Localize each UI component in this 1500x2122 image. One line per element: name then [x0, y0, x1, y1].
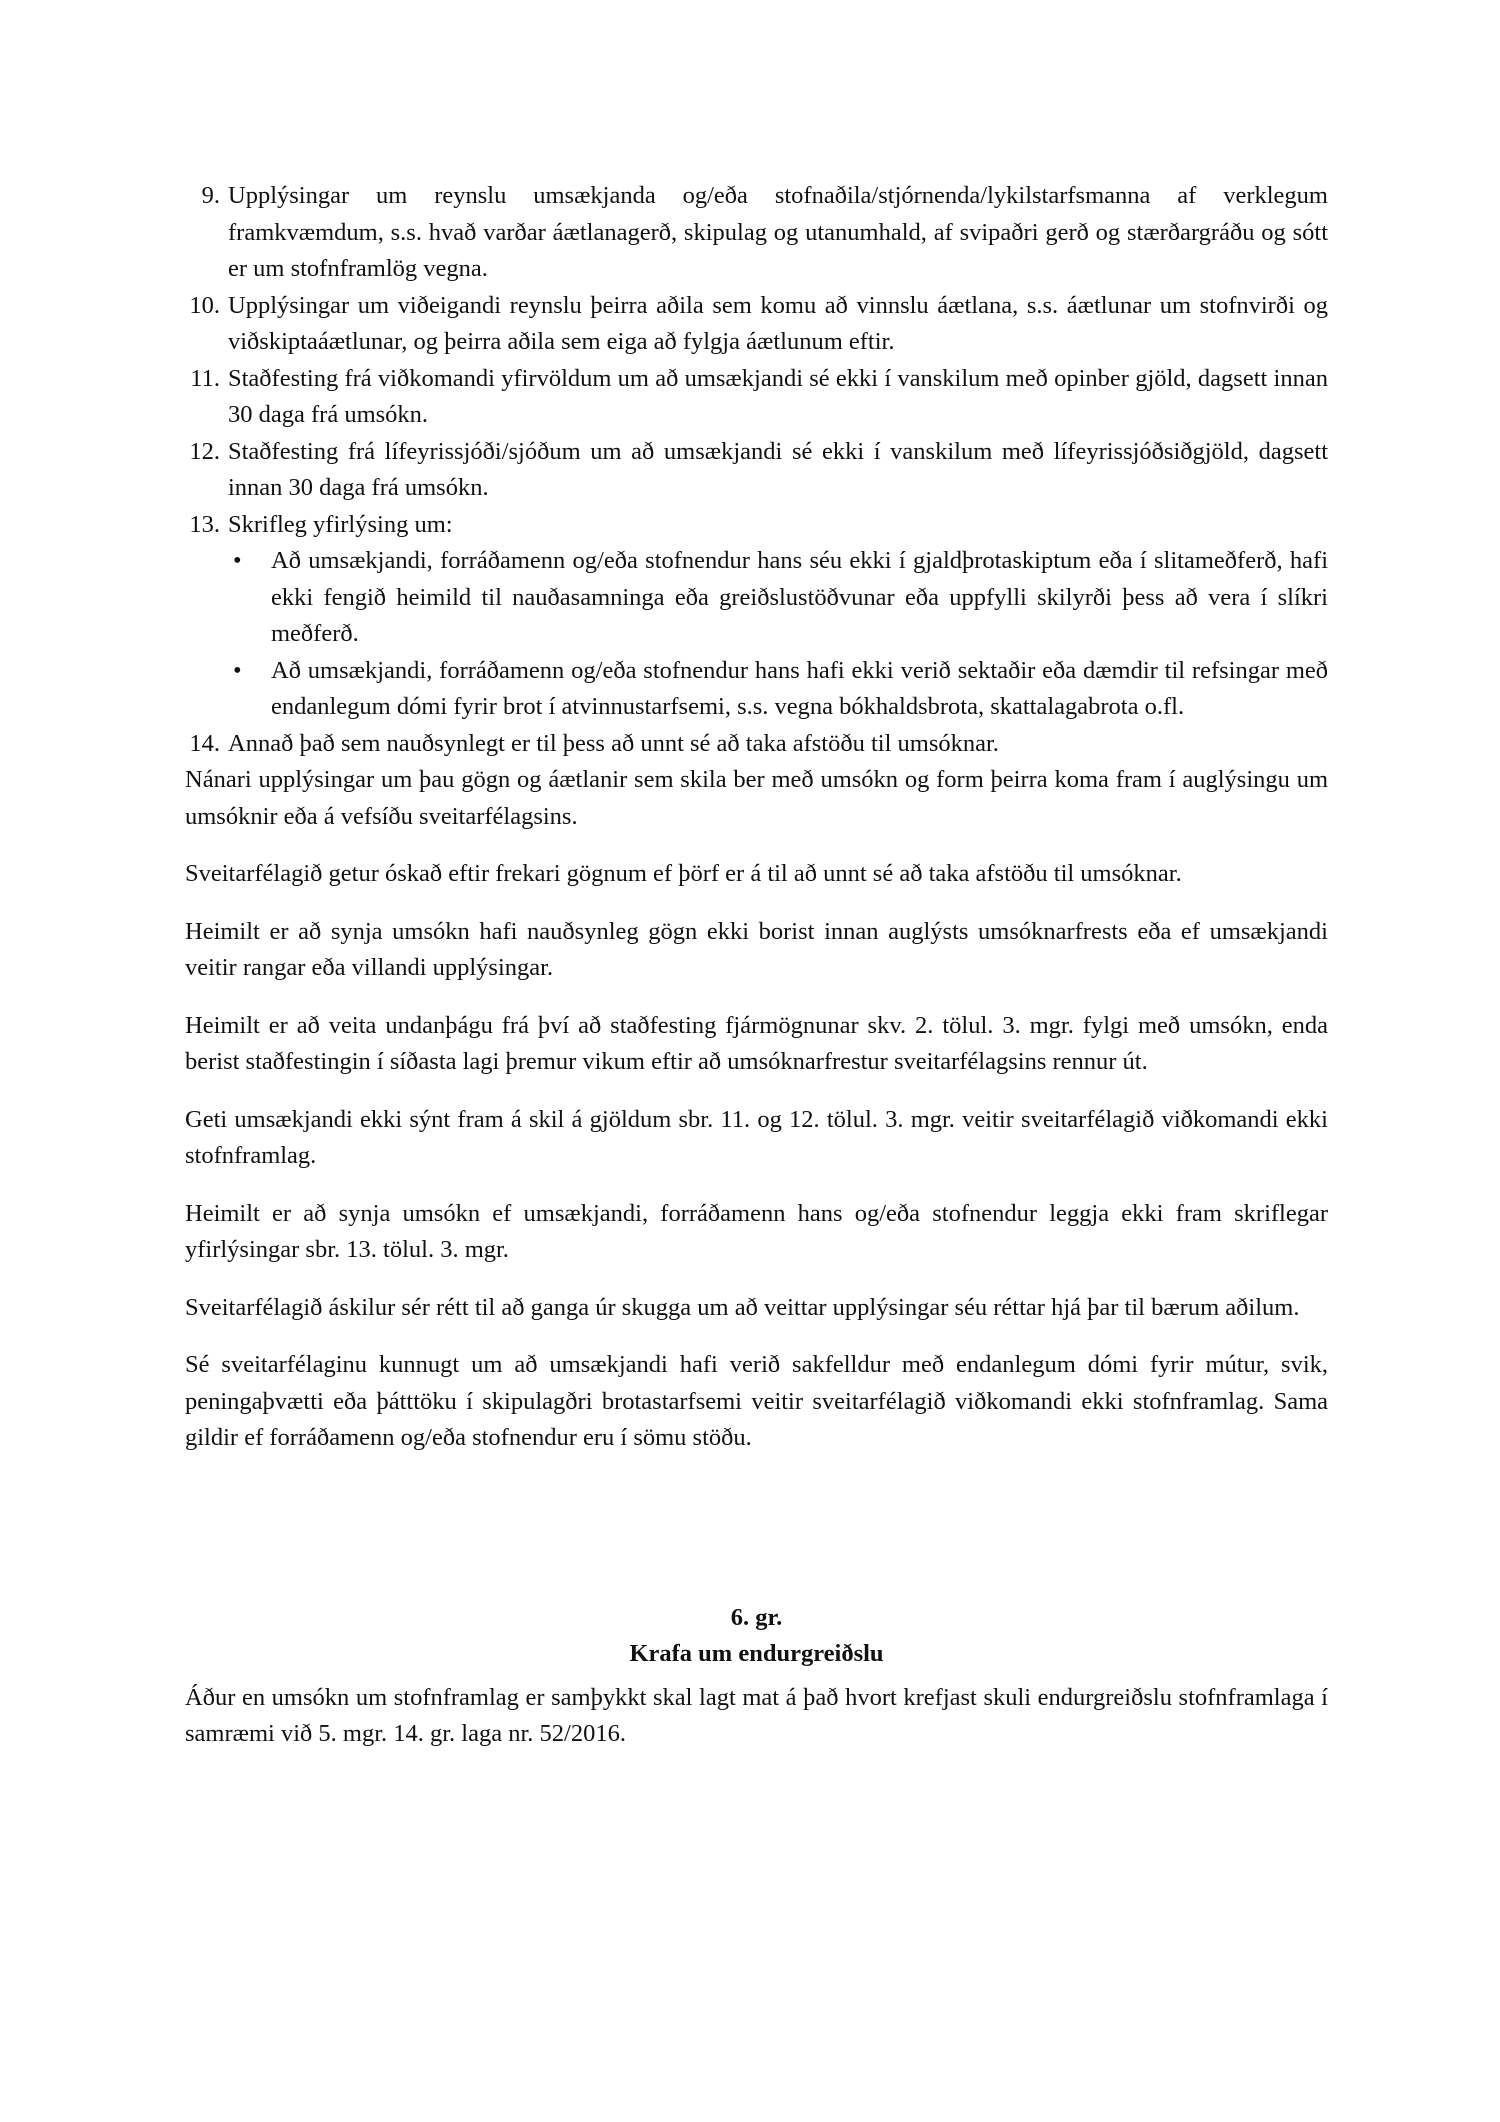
paragraph: Heimilt er að synja umsókn ef umsækjandi, forráðamenn hans og/eða stofnendur leggja ekki fram skriflegar yfirlýsingar sbr. 13. tölul. 3. mgr. — [185, 1199, 1328, 1263]
list-item-10 — [185, 288, 1328, 361]
list-item-11 — [185, 361, 1328, 434]
list-item-number: 11. — [190, 364, 220, 392]
numbered-list — [185, 178, 1328, 762]
list-item-content — [228, 507, 1328, 726]
paragraph: Geti umsækjandi ekki sýnt fram á skil á gjöldum sbr. 11. og 12. tölul. 3. mgr. veitir sveitarfélagið viðkomandi ekki stofnframlag. — [185, 1105, 1328, 1169]
list-item-number: 12. — [189, 437, 220, 465]
list-item-9 — [185, 178, 1328, 288]
document-page — [185, 178, 1328, 1774]
section-body-paragraph: Áður en umsókn um stofnframlag er samþykkt skal lagt mat á það hvort krefjast skuli endurgreiðslu stofnframlaga í samræmi við 5. mgr. 14. gr. laga nr. 52/2016. — [185, 1683, 1328, 1747]
bullet-item — [228, 543, 1328, 653]
list-item-13 — [185, 507, 1328, 726]
list-item-12 — [185, 434, 1328, 507]
list-item-text: Staðfesting frá viðkomandi yfirvöldum um að umsækjandi sé ekki í vanskilum með opinber gjöld, dagsett innan 30 daga frá umsókn. — [228, 364, 1328, 428]
bullet-list — [228, 543, 1328, 726]
bullet-text: Að umsækjandi, forráðamenn og/eða stofnendur hans hafi ekki verið sektaðir eða dæmdir til refsingar með endanlegum dómi fyrir brot í atvinnustarfsemi, s.s. vegna bókhaldsbrota, skattalagabrota o.fl. — [271, 656, 1328, 720]
list-item-number: 14. — [189, 729, 220, 757]
list-item-text: Upplýsingar um viðeigandi reynslu þeirra aðila sem komu að vinnslu áætlana, s.s. áætlunar um stofnvirði og viðskiptaáætlunar, og þeirra aðila sem eiga að fylgja áætlunum eftir. — [228, 291, 1328, 355]
section-number: 6. gr. — [730, 1603, 783, 1631]
paragraph: Heimilt er að veita undanþágu frá því að staðfesting fjármögnunar skv. 2. tölul. 3. mgr. fylgi með umsókn, enda berist staðfestingin í síðasta lagi þremur vikum eftir að umsóknarfrestur sveitarfélagsins rennur út. — [185, 1011, 1328, 1075]
list-item-number: 10. — [189, 291, 220, 319]
section-heading — [185, 1600, 1328, 1672]
bullet-item — [228, 653, 1328, 726]
list-item-number: 13. — [189, 510, 220, 538]
paragraph: Nánari upplýsingar um þau gögn og áætlanir sem skila ber með umsókn og form þeirra koma fram í auglýsingu um umsóknir eða á vefsíðu sveitarfélagsins. — [185, 766, 1328, 830]
section-title: Krafa um endurgreiðslu — [629, 1639, 884, 1667]
paragraph: Heimilt er að synja umsókn hafi nauðsynleg gögn ekki borist innan auglýsts umsóknarfrests eða ef umsækjandi veitir rangar eða villandi upplýsingar. — [185, 917, 1328, 981]
list-item-text: Skrifleg yfirlýsing um: — [228, 510, 453, 538]
bullet-icon: • — [233, 547, 242, 574]
paragraph: Sveitarfélagið getur óskað eftir frekari gögnum ef þörf er á til að unnt sé að taka afstöðu til umsóknar. — [185, 860, 1182, 887]
bullet-text: Að umsækjandi, forráðamenn og/eða stofnendur hans séu ekki í gjaldþrotaskiptum eða í slitameðferð, hafi ekki fengið heimild til nauðasamninga eða greiðslustöðvunar eða uppfylli skilyrði þess að vera í slíkri meðferð. — [271, 547, 1328, 647]
list-item-text: Annað það sem nauðsynlegt er til þess að unnt sé að taka afstöðu til umsóknar. — [228, 729, 999, 757]
list-item-14 — [185, 726, 1328, 763]
list-item-number: 9. — [201, 182, 220, 209]
list-item-text: Staðfesting frá lífeyrissjóði/sjóðum um að umsækjandi sé ekki í vanskilum með lífeyrissjóðsiðgjöld, dagsett innan 30 daga frá umsókn. — [228, 437, 1328, 501]
list-item-text: Upplýsingar um reynslu umsækjanda og/eða stofnaðila/stjórnenda/lykilstarfsmanna af verklegum framkvæmdum, s.s. hvað varðar áætlanagerð, skipulag og utanumhald, af svipaðri gerð og stærðargráðu og sótt er um stofnframlög vegna. — [228, 182, 1328, 282]
paragraph: Sveitarfélagið áskilur sér rétt til að ganga úr skugga um að veittar upplýsingar séu réttar hjá þar til bærum aðilum. — [185, 1293, 1300, 1321]
bullet-icon: • — [233, 656, 242, 684]
paragraph: Sé sveitarfélaginu kunnugt um að umsækjandi hafi verið sakfelldur með endanlegum dómi fyrir mútur, svik, peningaþvætti eða þátttöku í skipulagðri brotastarfsemi veitir sveitarfélagið viðkomandi ekki stofnframlag. Sama gildir ef forráðamenn og/eða stofnendur eru í sömu stöðu. — [185, 1351, 1328, 1451]
